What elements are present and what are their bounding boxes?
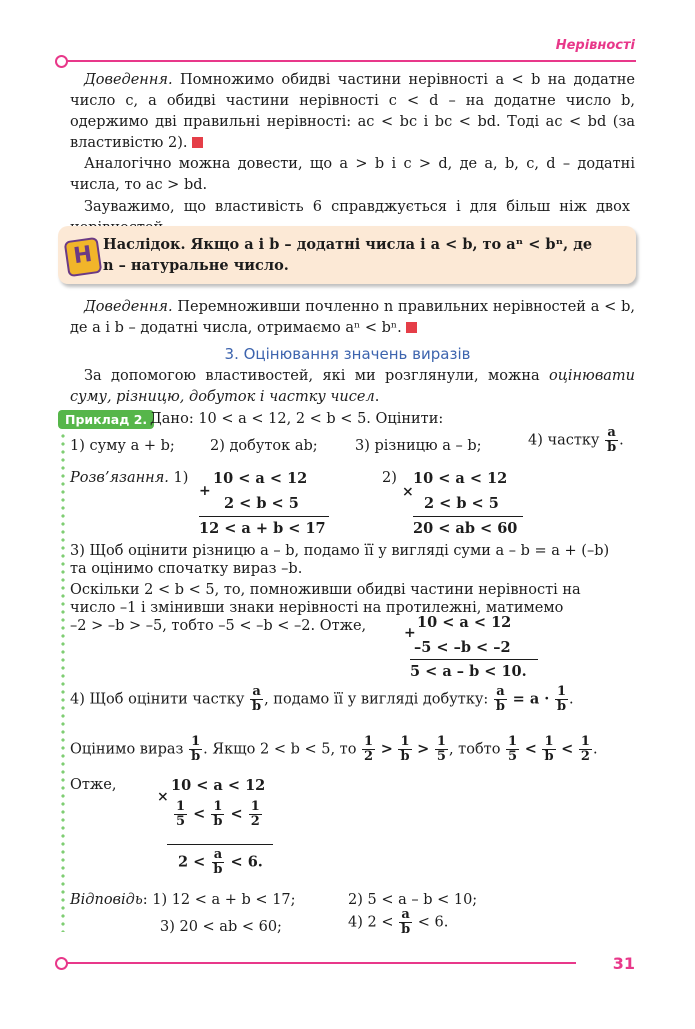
proof-label: Доведення. bbox=[84, 72, 173, 88]
proof-label-2: Доведення. bbox=[84, 299, 173, 315]
s3-row-2: –5 < –b < –2 bbox=[414, 639, 511, 656]
answer-line-1: Відповідь: 1) 12 < a + b < 17; bbox=[70, 892, 296, 908]
example-given: Дано: 10 < a < 12, 2 < b < 5. Оцінити: bbox=[150, 411, 444, 427]
s2-num: 2) bbox=[382, 470, 397, 486]
answer-4: 4) 2 < $\frac{a}{b}$ < 6. bbox=[348, 907, 449, 937]
corollary-text bbox=[103, 234, 628, 276]
fraction-1-over-b: $\frac{1}{b}$ bbox=[556, 684, 567, 714]
s1-result: 12 < a + b < 17 bbox=[199, 520, 326, 537]
times-sign: × bbox=[402, 484, 414, 500]
task-1: 1) суму a + b; bbox=[70, 438, 175, 454]
fraction-a-over-b: $\frac{a}{b}$ bbox=[607, 425, 617, 455]
solution-label: Розв’язання. 1) bbox=[70, 470, 189, 486]
example-badge: Приклад 2. bbox=[58, 410, 154, 429]
s3-text-5: –2 > –b > –5, тобто –5 < –b < –2. Отже, bbox=[70, 618, 367, 634]
answer-2: 2) 5 < a – b < 10; bbox=[348, 892, 478, 908]
s4-text: 4) Щоб оцінити частку $\frac{a}{b}$ , подамо її у вигляді добутку: $\frac{a}{b}$ = a · $\frac{1}{b}$ . bbox=[70, 684, 574, 714]
analog-paragraph: Аналогічно можна довести, що a > b і c > d, де a, b, c, d – додатні числа, то ac > bd. bbox=[70, 156, 635, 193]
header-title: Нерівності bbox=[555, 38, 635, 53]
plus-sign: + bbox=[199, 483, 211, 499]
times-sign: × bbox=[157, 789, 169, 805]
s4-rule bbox=[167, 844, 273, 845]
s3-text-1: 3) Щоб оцінити різницю a – b, подамо її у вигляді суми a – b = a + (–b) bbox=[70, 543, 610, 559]
s1-row-2: 2 < b < 5 bbox=[224, 495, 299, 512]
estimate-line: Оцінимо вираз $\frac{1}{b}$ . Якщо 2 < b < 5, то $\frac{1}{2}$ > $\frac{1}{b}$ > $\frac{1}{5}$ , тобто $\frac{1}{5}$ < $\frac{1}{b}$ < $\frac{1}{2}$ . bbox=[70, 734, 598, 764]
s3-text-4: число –1 і змінивши знаки нерівності на протилежні, матимемо bbox=[70, 600, 564, 616]
example-dotted-margin bbox=[61, 432, 65, 932]
s4-result: 2 < $\frac{a}{b}$ < 6. bbox=[178, 847, 263, 877]
proof-paragraph-2 bbox=[70, 297, 635, 339]
corollary-label: Наслідок. bbox=[103, 236, 186, 253]
corollary-line-1: Якщо a і b – додатні числа і a < b, то aⁿ < bⁿ, де bbox=[185, 236, 593, 253]
proof-text: Помножимо обидві частини нерівності a < b на додатне число c, а обидві частини нерівності c < d – на додатне число b, одержимо дві правильні нерівності: ac < bc і bc < bd. Тоді ac < bd (за властивістю 2). bbox=[70, 72, 635, 151]
proof-text-2: Перемноживши почленно n правильних нерівностей a < b, де a і b – додатні числа, отримаємо aⁿ < bⁿ. bbox=[70, 299, 635, 336]
corollary-line-2: n – натуральне число. bbox=[103, 257, 289, 274]
note-paragraph: Зауважимо, що властивість 6 справджується і для більш ніж двох bbox=[84, 199, 630, 215]
plus-sign: + bbox=[404, 625, 416, 641]
s4-row-1: 10 < a < 12 bbox=[171, 777, 266, 794]
proof-paragraph-1 bbox=[70, 70, 635, 154]
s2-row-1: 10 < a < 12 bbox=[413, 470, 508, 487]
s3-text-3: Оскільки 2 < b < 5, то, помноживши обидві частини нерівності на bbox=[70, 582, 581, 598]
end-of-proof-square-icon bbox=[192, 137, 203, 148]
intro-paragraph: За допомогою властивостей, які ми розглянули, можна оцінювати суму, різницю, добуток і частку чисел. bbox=[70, 368, 635, 405]
task-2: 2) добуток ab; bbox=[210, 438, 318, 454]
end-of-proof-square-icon bbox=[406, 322, 417, 333]
task-3: 3) різницю a – b; bbox=[355, 438, 482, 454]
s3-result: 5 < a – b < 10. bbox=[410, 663, 527, 680]
section-title: 3. Оцінювання значень виразів bbox=[224, 345, 471, 363]
s3-text-2: та оцінимо спочатку вираз –b. bbox=[70, 561, 303, 577]
fraction-a-over-b: $\frac{a}{b}$ bbox=[252, 684, 262, 714]
page-number: 31 bbox=[612, 954, 635, 973]
s4-row-2: $\frac{1}{5}$ < $\frac{1}{b}$ < $\frac{1}{2}$ bbox=[176, 799, 260, 829]
corollary-icon: Н bbox=[64, 237, 103, 277]
header-line bbox=[66, 60, 636, 62]
corollary-box bbox=[58, 226, 636, 284]
answer-3: 3) 20 < ab < 60; bbox=[160, 919, 282, 935]
otzhe-label: Отже, bbox=[70, 777, 117, 793]
task-4: 4) частку $\frac{a}{b}$ . bbox=[528, 425, 624, 455]
s2-row-2: 2 < b < 5 bbox=[424, 495, 499, 512]
s2-result: 20 < ab < 60 bbox=[413, 520, 518, 537]
s1-row-1: 10 < a < 12 bbox=[213, 470, 308, 487]
footer-line bbox=[66, 962, 576, 964]
fraction-a-over-b: $\frac{a}{b}$ bbox=[495, 684, 506, 714]
s3-row-1: 10 < a < 12 bbox=[417, 614, 512, 631]
